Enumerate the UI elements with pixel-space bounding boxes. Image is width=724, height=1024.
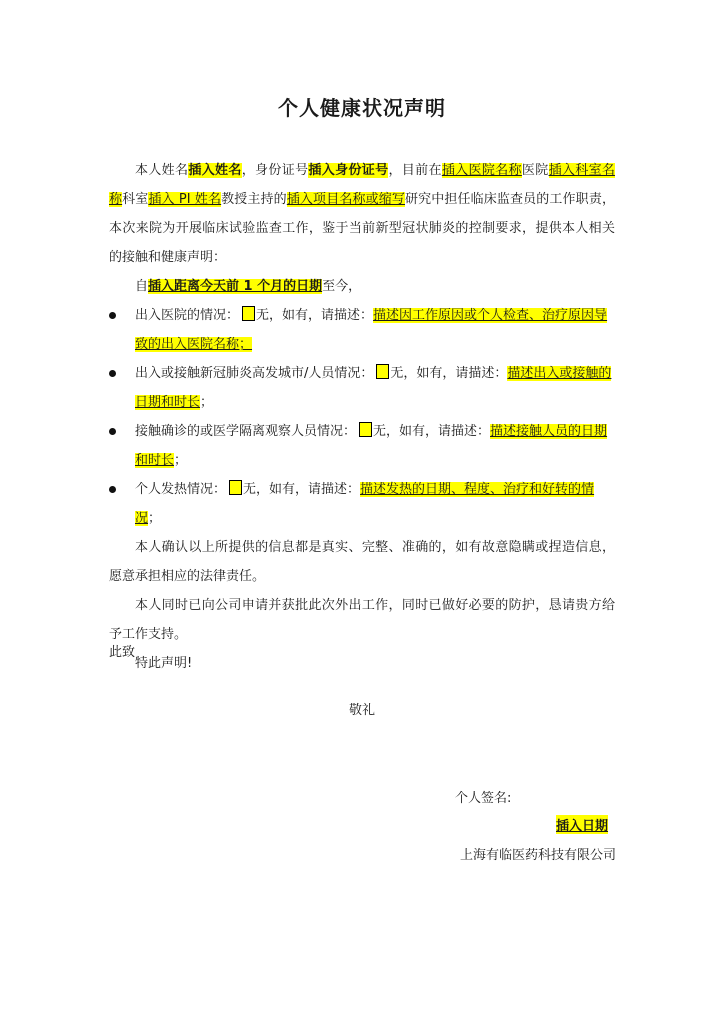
bullet-icon [109, 486, 116, 493]
item-label: 出入或接触新冠肺炎高发城市/人员情况： [135, 366, 374, 381]
period-text: 至今， [322, 279, 362, 294]
item-label: 个人发热情况： [135, 482, 227, 497]
checkbox-icon[interactable] [242, 306, 255, 321]
company-name: 上海有临医药科技有限公司 [460, 848, 617, 863]
name-placeholder: 插入姓名 [188, 163, 242, 178]
intro-paragraph [109, 156, 615, 272]
document-body [109, 156, 615, 678]
bullet-icon [109, 370, 116, 377]
item-text: ； [174, 453, 188, 468]
closing-line: 此致 [109, 645, 136, 660]
pi-name-placeholder: 插入 PI 姓名 [148, 192, 222, 207]
document-title: 个人健康状况声明 [278, 96, 446, 120]
intro-text: 教授主持的 [221, 192, 287, 207]
item-label: 出入医院的情况： [135, 308, 240, 323]
bullet-icon [109, 428, 116, 435]
intro-text: 医院 [521, 163, 549, 178]
checkbox-icon[interactable] [376, 364, 389, 379]
item-confirmed-contact [109, 417, 615, 475]
item-label: 接触确诊的或医学隔离观察人员情况： [135, 424, 357, 439]
description-placeholder: 描述出入或接触的日期和时长 [135, 366, 612, 410]
department-placeholder: 插入科室名称 [109, 163, 615, 207]
none-option-label: 无 [373, 424, 387, 439]
item-text: ，如有，请描述： [403, 366, 508, 381]
item-text: ，如有，请描述： [269, 308, 374, 323]
intro-text: ，身份证号 [241, 163, 309, 178]
none-option-label: 无 [243, 482, 257, 497]
intro-text: 科室 [122, 192, 149, 207]
period-text: 自 [135, 279, 149, 294]
description-placeholder: 描述因工作原因或个人检查、治疗原因导致的出入医院名称； [135, 308, 608, 352]
checkbox-icon[interactable] [359, 422, 372, 437]
approval-paragraph: 本人同时已向公司申请并获批此次外出工作，同时已做好必要的防护，恳请贵方给予工作支持。 [109, 598, 615, 642]
bullet-icon [109, 312, 116, 319]
item-text: ，如有，请描述： [386, 424, 491, 439]
intro-text: ，目前在 [388, 163, 442, 178]
salutation: 敬礼 [348, 703, 375, 718]
item-fever [109, 475, 615, 533]
start-date-placeholder: 插入距离今天前 1 个月的日期 [148, 279, 323, 294]
period-line [109, 272, 615, 301]
declaration-line: 特此声明! [135, 656, 193, 671]
item-text: ； [148, 511, 162, 526]
description-placeholder: 描述发热的日期、程度、治疗和好转的情况 [135, 482, 595, 526]
item-high-risk-contact [109, 359, 615, 417]
date-placeholder: 插入日期 [556, 815, 608, 834]
project-placeholder: 插入项目名称或缩写 [286, 192, 405, 207]
none-option-label: 无 [256, 308, 270, 323]
intro-text: 本人姓名 [135, 163, 189, 178]
confirmation-paragraph: 本人确认以上所提供的信息都是真实、完整、准确的，如有故意隐瞒或捏造信息，愿意承担相应的法律责任。 [109, 540, 615, 584]
intro-text: 研究中担任临床监查员的工作职责，本次来院为开展临床试验监查工作，鉴于当前新型冠状肺炎的控制要求，提供本人相关的接触和健康声明： [109, 192, 615, 265]
item-text: ； [200, 395, 214, 410]
hospital-placeholder: 插入医院名称 [441, 163, 522, 178]
item-text: ，如有，请描述： [256, 482, 361, 497]
checkbox-icon[interactable] [229, 480, 242, 495]
description-placeholder: 描述接触人员的日期和时长 [135, 424, 608, 468]
signature-label: 个人签名: [455, 791, 512, 806]
item-hospital-visits [109, 301, 615, 359]
none-option-label: 无 [390, 366, 404, 381]
id-number-placeholder: 插入身份证号 [308, 163, 389, 178]
